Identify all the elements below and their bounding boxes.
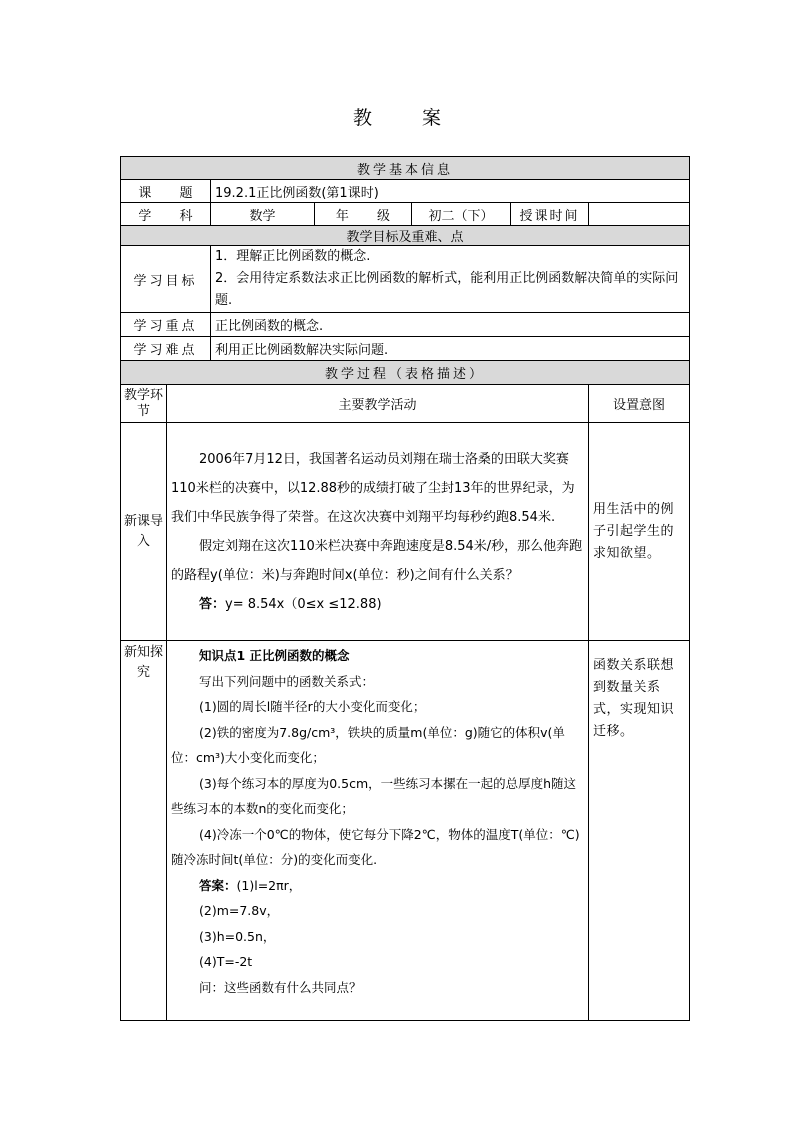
- answer-3: (3)h=0.5n，: [199, 928, 276, 944]
- process-header: 教学过程（表格描述）: [121, 361, 690, 385]
- intent-column-header: 设置意图: [589, 385, 690, 423]
- knowledge-point-heading: 知识点1 正比例函数的概念: [199, 648, 350, 663]
- intro-stage: 新课导入: [121, 423, 167, 641]
- answer-label: 答案：: [199, 877, 237, 893]
- topic-label: 课 题: [121, 180, 211, 203]
- intro-paragraph-2: 假定刘翔在这次110米栏决赛中奔跑速度是8.54米/秒，那么他奔跑的路程y(单位：米)与奔跑时间x(单位：秒)之间有什么关系？: [171, 538, 583, 583]
- grade-value: 初二（下）: [412, 203, 511, 226]
- class-time-value: [589, 203, 690, 226]
- objective-content: [211, 246, 690, 313]
- page-title: 教 案: [352, 107, 464, 129]
- difficult-point-label: 学习难点: [121, 337, 211, 361]
- goals-header: 教学目标及重难、点: [121, 226, 690, 246]
- difficult-point-value: 利用正比例函数解决实际问题.: [211, 337, 690, 361]
- answer-2: (2)m=7.8v，: [199, 903, 280, 918]
- answer-4: (4)T=-2t: [199, 954, 253, 969]
- explore-activity: [167, 641, 589, 1021]
- question-2: (2)铁的密度为7.8g/cm³，铁块的质量m(单位：g)随它的体积v(单位：cm³)大小变化而变化；: [171, 724, 565, 765]
- basic-info-header: 教学基本信息: [121, 157, 690, 180]
- stage-column-header: 教学环节: [121, 385, 167, 423]
- class-time-label: 授课时间: [511, 203, 589, 226]
- objective-line-2: 2．会用待定系数法求正比例函数的解析式，能利用正比例函数解决简单的实际问题.: [215, 271, 679, 308]
- question-1: (1)圆的周长l随半径r的大小变化而变化；: [199, 699, 426, 714]
- intro-answer: [171, 590, 584, 619]
- answer-1: 答案：(1)l=2πr，: [199, 877, 302, 893]
- objective-label: 学习目标: [121, 246, 211, 313]
- subject-value: 数学: [211, 203, 315, 226]
- topic-value: 19.2.1正比例函数(第1课时): [211, 180, 690, 203]
- common-point-question: 问：这些函数有什么共同点？: [199, 979, 362, 995]
- explore-intent: 函数关系联想到数量关系式，实现知识迁移。: [589, 641, 690, 1021]
- intro-intent: 用生活中的例子引起学生的求知欲望。: [589, 423, 690, 641]
- lesson-plan-table: [120, 156, 690, 1021]
- objective-line-1: 1．理解正比例函数的概念.: [215, 249, 371, 264]
- subject-label: 学 科: [121, 203, 211, 226]
- question-4: (4)冷冻一个0℃的物体，使它每分下降2℃，物体的温度T(单位：℃)随冷冻时间t(单位：分)的变化而变化.: [171, 826, 580, 867]
- key-point-label: 学习重点: [121, 313, 211, 337]
- intro-answer-value: y= 8.54x（0≤x ≤12.88): [225, 596, 382, 612]
- key-point-value: 正比例函数的概念.: [211, 313, 690, 337]
- question-3: (3)每个练习本的厚度为0.5cm，一些练习本摞在一起的总厚度h随这些练习本的本数n的变化而变化；: [171, 775, 577, 816]
- intro-activity: [167, 423, 589, 641]
- explore-stage: 新知探究: [121, 641, 167, 1021]
- explore-prompt: 写出下列问题中的函数关系式：: [199, 673, 375, 689]
- grade-label: 年 级: [315, 203, 412, 226]
- intro-answer-label: 答：: [199, 596, 226, 612]
- activity-column-header: 主要教学活动: [167, 385, 589, 423]
- intro-paragraph-1: 2006年7月12日，我国著名运动员刘翔在瑞士洛桑的田联大奖赛110米栏的决赛中，以12.88秒的成绩打破了尘封13年的世界纪录，为我们中华民族争得了荣誉。在这次决赛中刘翔平均每秒约跑8.54米.: [171, 451, 575, 525]
